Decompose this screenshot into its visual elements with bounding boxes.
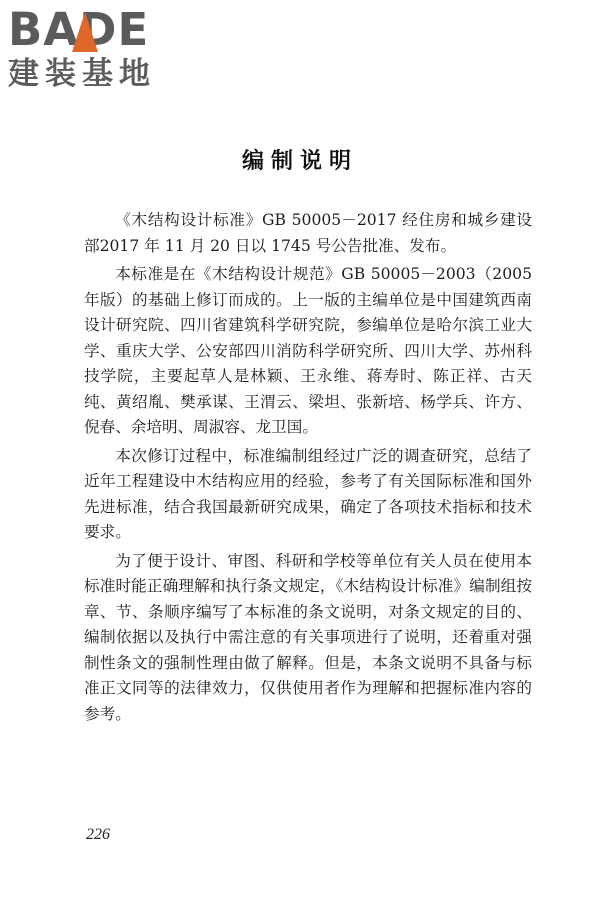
document-body [84, 208, 532, 730]
logo-brand-text: BADE [8, 3, 150, 56]
bade-logo [8, 4, 178, 96]
logo-subtitle: 建装基地 [8, 56, 156, 92]
page-number: 226 [86, 826, 110, 843]
paragraph-approval: 《木结构设计标准》GB 50005－2017 经住房和城乡建设部2017 年 11 月 20 日以 1745 号公告批准、发布。 [84, 211, 532, 255]
page-title: 编制说明 [241, 149, 358, 174]
paragraph-revision-process: 本次修订过程中，标准编制组经过广泛的调查研究，总结了近年工程建设中木结构应用的经验，参考了有关国际标准和国外先进标准，结合我国最新研究成果，确定了各项技术指标和技术要求。 [84, 446, 532, 541]
logo-triangle-icon [72, 12, 98, 52]
paragraph-revision-history: 本标准是在《木结构设计规范》GB 50005－2003（2005 年版）的基础上修订而成的。上一版的主编单位是中国建筑西南设计研究院、四川省建筑科学研究院，参编单位是哈尔滨工业大学、重庆大学、公安部四川消防科学研究所、四川大学、苏州科技学院，主要起草人是林颖、王永维、蒋寿时、陈正祥、古天纯、黄绍胤、樊承谋、王渭云、梁坦、张新培、杨学兵、许方、倪春、余培明、周淑容、龙卫国。 [84, 265, 532, 436]
paragraph-explanation-purpose: 为了便于设计、审图、科研和学校等单位有关人员在使用本标准时能正确理解和执行条文规定，《木结构设计标准》编制组按章、节、条顺序编写了本标准的条文说明，对条文规定的目的、编制依据以及执行中需注意的有关事项进行了说明，还着重对强制性条文的强制性理由做了解释。但是，本条文说明不具备与标准正文同等的法律效力，仅供使用者作为理解和把握标准内容的参考。 [84, 551, 532, 723]
